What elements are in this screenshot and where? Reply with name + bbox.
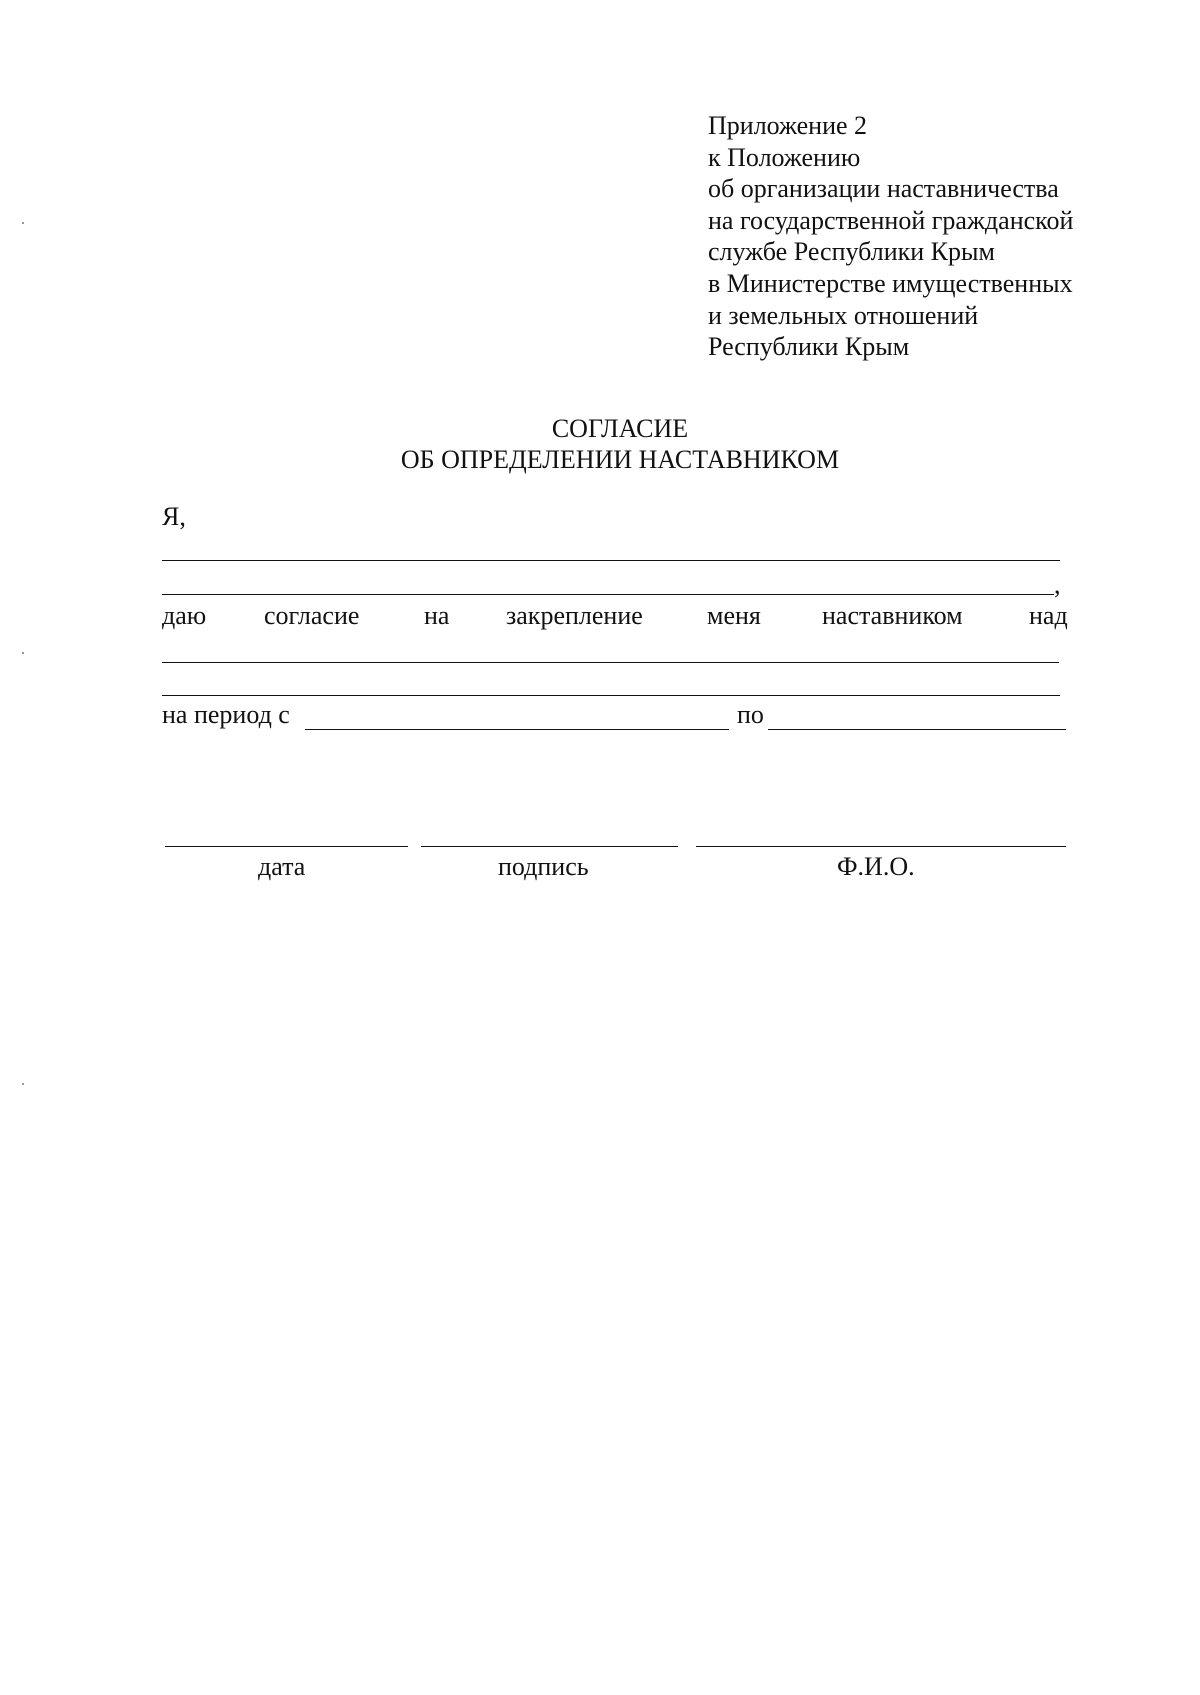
appendix-line: в Министерстве имущественных — [708, 268, 1073, 298]
appendix-line: службе Республики Крым — [708, 237, 995, 267]
name-signature-line — [696, 846, 1066, 847]
consent-word: на — [424, 601, 450, 630]
appendix-line: об организации наставничества — [708, 174, 1059, 204]
trailing-comma: , — [1054, 570, 1061, 599]
period-to-fill-line — [768, 729, 1066, 730]
appendix-header — [708, 110, 1148, 363]
name-caption: Ф.И.О. — [837, 852, 915, 881]
period-from-fill-line — [305, 729, 729, 730]
consent-word: наставником — [822, 601, 963, 630]
date-signature-line — [165, 846, 408, 847]
document-title: СОГЛАСИЕ — [551, 414, 689, 443]
appendix-line: к Положению — [708, 142, 861, 172]
mentee-fill-line-2 — [162, 695, 1060, 696]
consent-word: над — [1029, 601, 1068, 630]
date-caption: дата — [258, 852, 306, 881]
name-fill-line-2 — [162, 594, 1054, 595]
scan-speck — [22, 222, 24, 224]
appendix-line: на государственной гражданской — [708, 205, 1074, 235]
consent-word: закрепление — [506, 601, 643, 630]
name-fill-line-1 — [162, 560, 1060, 561]
consent-word: меня — [707, 601, 761, 630]
signature-line — [421, 846, 678, 847]
appendix-line: и земельных отношений — [708, 300, 979, 330]
period-to-label: по — [737, 700, 764, 729]
scan-speck — [22, 1083, 24, 1085]
document-subtitle: ОБ ОПРЕДЕЛЕНИИ НАСТАВНИКОМ — [400, 445, 840, 474]
consent-word: согласие — [264, 601, 360, 630]
period-from-label: на период с — [162, 700, 290, 729]
signature-caption: подпись — [498, 852, 589, 881]
intro-text: Я, — [162, 502, 186, 531]
mentee-fill-line-1 — [162, 662, 1059, 663]
appendix-line: Республики Крым — [708, 332, 910, 362]
scan-speck — [22, 652, 24, 654]
consent-word: даю — [162, 601, 207, 630]
appendix-line: Приложение 2 — [708, 111, 868, 140]
